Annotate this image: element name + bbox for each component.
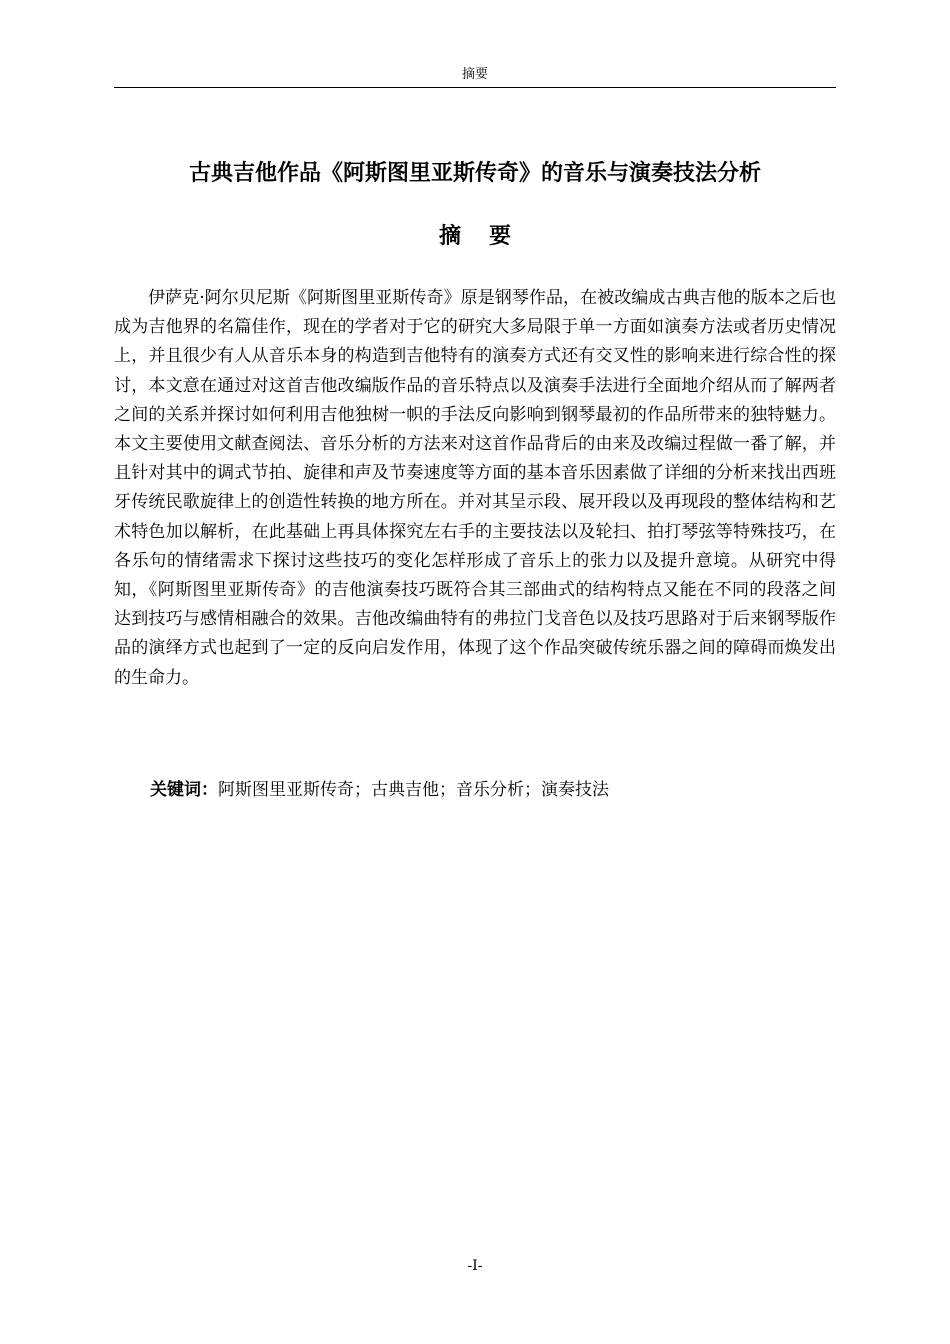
keywords-label: 关键词： [150,780,218,800]
page-number: -I- [467,1258,483,1274]
running-header: 摘要 [461,67,488,82]
document-title: 古典吉他作品《阿斯图里亚斯传奇》的音乐与演奏技法分析 [188,161,761,186]
abstract-heading: 摘要 [438,224,539,249]
header-rule [114,87,836,88]
keywords-text: 阿斯图里亚斯传奇；古典吉他；音乐分析；演奏技法 [218,780,609,800]
keywords-line [150,776,836,805]
abstract-body: 伊萨克·阿尔贝尼斯《阿斯图里亚斯传奇》原是钢琴作品，在被改编成古典吉他的版本之后也成为吉他界的名篇佳作，现在的学者对于它的研究大多局限于单一方面如演奏方法或者历史情况上，并且很少有人从音乐本身的构造到吉他特有的演奏方式还有交叉性的影响来进行综合性的探讨，本文意在通过对这首吉他改编版作品的音乐特点以及演奏手法进行全面地介绍从而了解两者之间的关系并探讨如何利用吉他独树一帜的手法反向影响到钢琴最初的作品所带来的独特魅力。本文主要使用文献查阅法、音乐分析的方法来对这首作品背后的由来及改编过程做一番了解，并且针对其中的调式节拍、旋律和声及节奏速度等方面的基本音乐因素做了详细的分析来找出西班牙传统民歌旋律上的创造性转换的地方所在。并对其呈示段、展开段以及再现段的整体结构和艺术特色加以解析，在此基础上再具体探究左右手的主要技法以及轮扫、拍打琴弦等特殊技巧，在各乐句的情绪需求下探讨这些技巧的变化怎样形成了音乐上的张力以及提升意境。从研究中得知，《阿斯图里亚斯传奇》的吉他演奏技巧既符合其三部曲式的结构特点又能在不同的段落之间达到技巧与感情相融合的效果。吉他改编曲特有的弗拉门戈音色以及技巧思路对于后来钢琴版作品的演绎方式也起到了一定的反向启发作用，体现了这个作品突破传统乐器之间的障碍而焕发出的生命力。 [114,288,836,688]
